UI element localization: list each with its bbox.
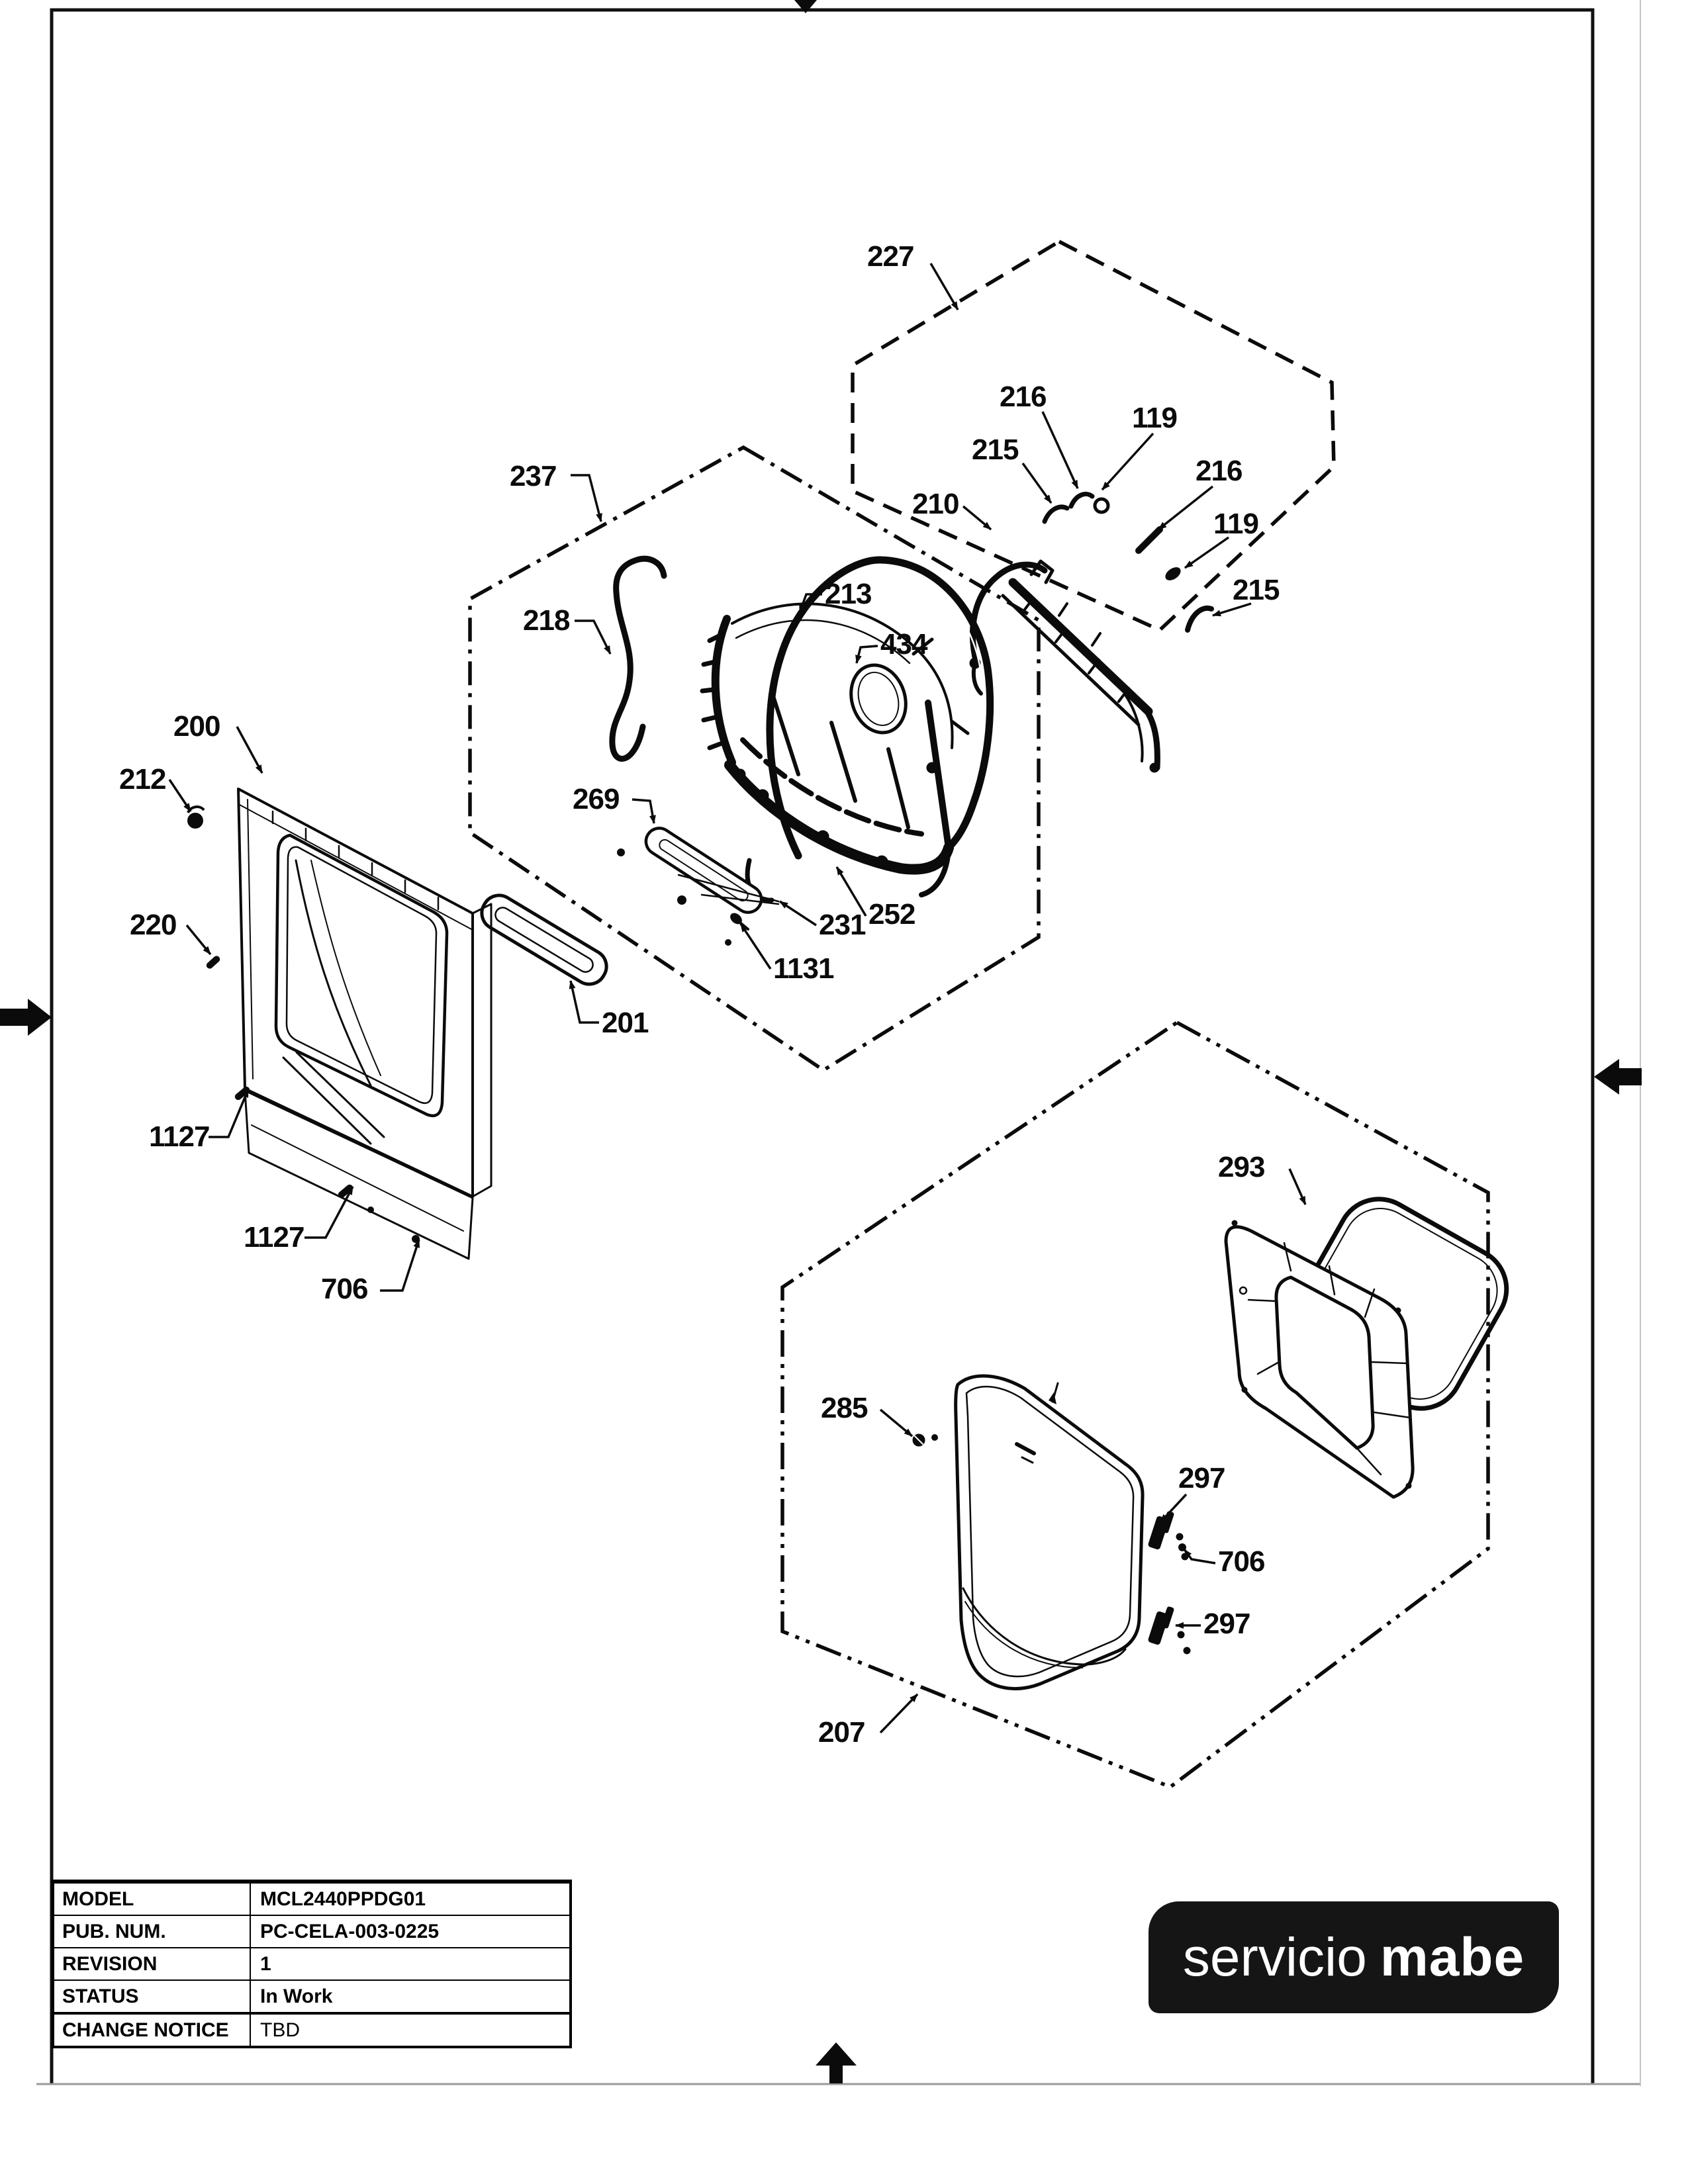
right-registration-arrow-icon [1594,1059,1642,1095]
leader-line-1131 [741,924,771,969]
part-label-201: 201 [602,1007,649,1039]
part-label-706: 706 [321,1273,368,1305]
info-table-value: TBD [260,2019,300,2041]
leader-line-212 [169,780,191,811]
part-label-210: 210 [912,488,959,520]
leader-line-293 [1289,1169,1305,1205]
leader-line-119 [1185,537,1229,568]
part-297-hinge-b [1148,1606,1190,1654]
leader-line-220 [187,925,211,954]
leader-line-210 [963,506,991,529]
part-252-tub-ring-assembly [702,604,968,900]
info-table-label: REVISION [54,1948,251,1979]
part-label-231: 231 [819,909,866,941]
part-119-grommet-a [1095,499,1108,512]
part-285-pin [913,1434,938,1446]
leader-line-227 [931,263,958,310]
servicio-mabe-logo [1149,1901,1559,2013]
part-label-1131: 1131 [773,952,834,985]
part-216-clip-b [1139,529,1160,551]
part-label-216: 216 [1196,455,1243,487]
part-label-297: 297 [1178,1462,1225,1494]
part-200-front-panel [234,789,491,1259]
part-label-1127: 1127 [244,1221,305,1253]
logo-prefix: servicio [1182,1927,1367,1987]
part-220-screw [205,954,222,970]
part-207-door-panel [956,1376,1143,1689]
part-210-hinge-bracket [970,561,1159,772]
leader-line-706 [1184,1549,1215,1563]
part-label-252: 252 [868,898,915,931]
info-table-value: PC-CELA-003-0225 [260,1920,440,1942]
leader-line-216 [1043,412,1078,488]
part-label-213: 213 [825,578,872,610]
info-table-row-change-notice [54,2012,569,2046]
leader-line-434 [857,646,878,663]
info-table-label: STATUS [54,1981,251,2012]
part-216-clip-a [1071,494,1092,506]
part-label-434: 434 [880,628,927,660]
part-215-clip-b [1188,608,1211,630]
part-label-285: 285 [821,1392,868,1424]
info-table-row-model [54,1884,569,1915]
part-label-119: 119 [1132,402,1177,434]
part-label-220: 220 [130,909,177,941]
bottom-registration-arrow-icon [816,2042,857,2083]
leader-line-201 [571,981,599,1023]
info-table-value: MCL2440PPDG01 [260,1888,426,1910]
info-table-row-pub-num- [54,1915,569,1947]
info-table-label: PUB. NUM. [54,1916,251,1947]
leader-line-119 [1102,433,1153,490]
leader-line-216 [1158,486,1213,529]
leader-line-218 [575,621,610,654]
part-label-218: 218 [523,604,570,637]
part-label-1127: 1127 [149,1120,210,1153]
part-label-216: 216 [1000,381,1047,413]
part-201-seal-strip [476,889,613,991]
part-label-297: 297 [1203,1608,1250,1640]
leader-line-285 [880,1410,912,1436]
leader-line-269 [632,799,654,823]
part-215-clip-a [1045,507,1067,522]
part-label-200: 200 [173,710,220,743]
left-registration-arrow-icon [0,999,52,1036]
logo-brand: mabe [1380,1927,1525,1987]
part-119-grommet-b [1163,565,1183,583]
document-info-table [52,1880,572,2048]
part-434-ring [843,658,914,740]
info-table-value: In Work [260,1985,333,2007]
part-label-706: 706 [1218,1545,1265,1578]
part-label-215: 215 [972,433,1019,466]
zone-237-outline [470,447,1039,1070]
leader-line-237 [571,475,601,522]
part-label-215: 215 [1233,574,1280,606]
info-table-row-status [54,1979,569,2012]
info-table-row-revision [54,1947,569,1979]
info-table-value: 1 [260,1952,271,1975]
leader-line-706 [380,1240,419,1291]
part-label-207: 207 [818,1716,865,1749]
info-table-label: MODEL [54,1884,251,1915]
part-label-293: 293 [1218,1151,1265,1183]
info-table-label: CHANGE NOTICE [54,2015,251,2046]
part-218-hose [612,559,664,758]
leader-line-200 [237,727,262,773]
leader-line-231 [780,901,816,925]
leader-line-215 [1023,463,1051,503]
leader-line-207 [880,1694,917,1733]
part-label-212: 212 [119,763,166,796]
leader-line-297 [1160,1494,1186,1522]
part-269-trim-strip [617,823,767,917]
part-297-hinge-a [1148,1511,1188,1560]
part-label-237: 237 [510,460,557,492]
part-label-119: 119 [1213,508,1258,540]
part-label-269: 269 [573,783,620,815]
part-label-227: 227 [867,240,914,273]
